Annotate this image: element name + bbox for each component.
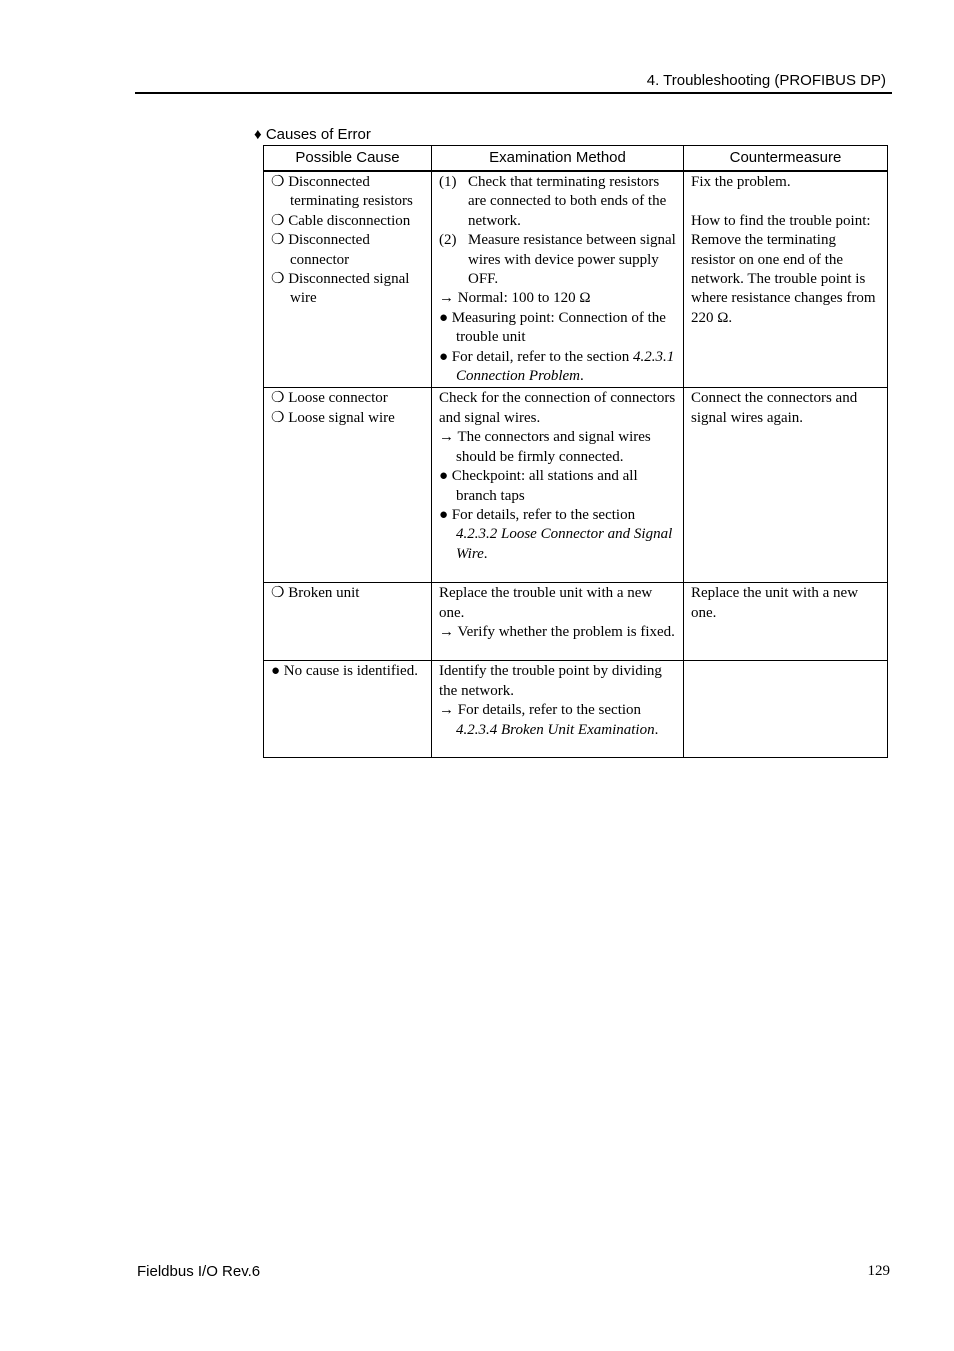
detail-suffix: . xyxy=(654,721,659,738)
cause-item: ● No cause is identified. xyxy=(271,663,418,680)
method-step xyxy=(439,231,676,289)
method-result: → The connectors and signal wires should be firmly connected. xyxy=(439,429,651,465)
method-intro: Check for the connection of connectors and signal wires. xyxy=(439,390,676,426)
method-normal-range: → Normal: 100 to 120 Ω xyxy=(439,290,591,307)
table-row xyxy=(264,661,888,758)
method-measuring-point: ● Measuring point: Connection of the trouble unit xyxy=(439,309,666,346)
examination-method-cell xyxy=(432,661,684,758)
examination-method-cell xyxy=(432,388,684,583)
method-checkpoint: ● Checkpoint: all stations and all branch taps xyxy=(439,468,638,504)
detail-prefix: ● For detail, refer to the section xyxy=(439,348,630,365)
countermeasure-text: Replace the unit with a new one. xyxy=(691,585,859,621)
step-text: Check that terminating resistors are connected to both ends of the network. xyxy=(468,174,667,229)
section-title: ♦ Causes of Error xyxy=(254,126,371,143)
causes-of-error-table xyxy=(263,145,888,758)
method-step xyxy=(439,173,676,231)
examination-method-cell xyxy=(432,583,684,661)
cause-item: ❍ Loose signal wire xyxy=(271,409,395,426)
countermeasure-text: Fix the problem. xyxy=(691,174,791,190)
method-result: → Verify whether the problem is fixed. xyxy=(439,624,675,641)
step-number: (2) xyxy=(439,232,457,249)
detail-suffix: . xyxy=(483,545,488,562)
column-header-examination-method: Examination Method xyxy=(432,146,684,172)
table-row xyxy=(264,171,888,388)
possible-cause-cell xyxy=(264,661,432,758)
countermeasure-text: How to find the trouble point: xyxy=(691,212,871,229)
possible-cause-cell xyxy=(264,171,432,388)
detail-prefix: → For details, refer to the section xyxy=(439,702,642,719)
cause-item: ❍ Disconnected signal wire xyxy=(271,271,410,307)
countermeasure-cell xyxy=(684,388,888,583)
countermeasure-cell xyxy=(684,171,888,388)
section-reference: 4.2.3.2 Loose Connector and Signal Wire xyxy=(456,526,673,562)
examination-method-cell xyxy=(432,171,684,388)
method-intro: Replace the trouble unit with a new one. xyxy=(439,585,653,621)
table-header-row xyxy=(264,146,888,172)
section-reference: 4.2.3.4 Broken Unit Examination xyxy=(456,721,655,738)
countermeasure-cell xyxy=(684,583,888,661)
detail-suffix: . xyxy=(580,368,584,385)
countermeasure-text: Connect the connectors and signal wires again. xyxy=(691,390,858,426)
step-number: (1) xyxy=(439,174,457,190)
table-row xyxy=(264,388,888,583)
spacer xyxy=(691,192,880,211)
detail-prefix: ● For details, refer to the section xyxy=(439,506,636,523)
cause-item: ❍ Loose connector xyxy=(271,390,388,407)
section-reference: 4.2.3.1 Connection Problem xyxy=(456,348,675,385)
method-detail-reference xyxy=(439,506,676,564)
cause-item: ❍ Cable disconnection xyxy=(271,212,411,229)
possible-cause-cell xyxy=(264,583,432,661)
countermeasure-cell xyxy=(684,661,888,758)
cause-item: ❍ Broken unit xyxy=(271,585,360,602)
method-detail-reference xyxy=(439,701,676,740)
cause-item: ❍ Disconnected terminating resistors xyxy=(271,174,413,210)
cause-item: ❍ Disconnected connector xyxy=(271,232,370,268)
page-header-chapter: 4. Troubleshooting (PROFIBUS DP) xyxy=(646,72,886,89)
possible-cause-cell xyxy=(264,388,432,583)
step-text: Measure resistance between signal wires with device power supply OFF. xyxy=(468,232,676,288)
footer-page-number: 129 xyxy=(867,1263,890,1279)
method-detail-reference xyxy=(439,348,676,387)
table-row xyxy=(264,583,888,661)
header-divider xyxy=(135,92,892,94)
column-header-possible-cause: Possible Cause xyxy=(264,146,432,172)
column-header-countermeasure: Countermeasure xyxy=(684,146,888,172)
countermeasure-text: Remove the terminating resistor on one end of the network. The trouble point is where resistance changes from 220 Ω. xyxy=(691,232,876,326)
method-intro: Identify the trouble point by dividing the network. xyxy=(439,663,662,699)
footer-document-title: Fieldbus I/O Rev.6 xyxy=(137,1263,261,1280)
